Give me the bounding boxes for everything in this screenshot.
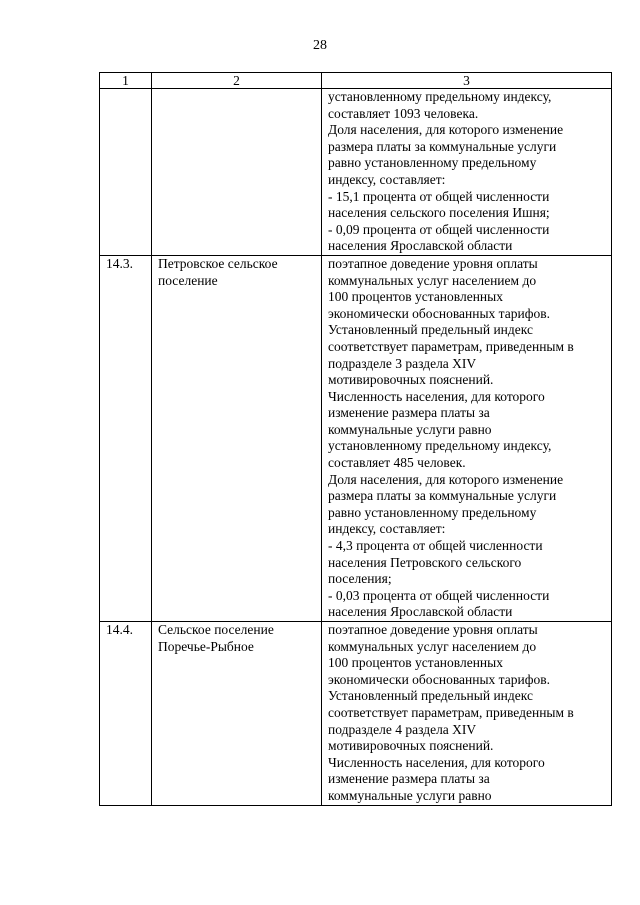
text-line: населения Ярославской области (328, 238, 513, 254)
text-line: Численность населения, для которого (328, 754, 545, 770)
text-line: составляет 485 человек. (328, 455, 466, 471)
settlement-name (152, 255, 322, 621)
text-line: экономически обоснованных тарифов. (328, 305, 550, 321)
text-line: 100 процентов установленных (328, 655, 503, 671)
text-line: соответствует параметрам, приведенным в (328, 704, 574, 720)
table-header-row (100, 73, 612, 89)
text-line: составляет 1093 человека. (328, 105, 479, 121)
text-line: Численность населения, для которого (328, 388, 545, 404)
text-line: мотивировочных пояснений. (328, 738, 494, 754)
text-line: Установленный предельный индекс (328, 688, 533, 704)
text-line: подразделе 3 раздела XIV (328, 355, 477, 371)
text-line: - 0,09 процента от общей численности (328, 221, 550, 237)
text-line: индексу, составляет: (328, 521, 446, 537)
text-line: поселения; (328, 571, 392, 587)
text-line: размера платы за коммунальные услуги (328, 488, 557, 504)
text-line: экономически обоснованных тарифов. (328, 671, 550, 687)
text-line: изменение размера платы за (328, 771, 490, 787)
text-line: равно установленному предельному (328, 155, 537, 171)
text-line: коммунальные услуги равно (328, 787, 492, 803)
text-line: коммунальных услуг населением до (328, 638, 537, 654)
text-line: населения сельского поселения Ишня; (328, 205, 550, 221)
text-line: индексу, составляет: (328, 171, 446, 187)
settlement-name (152, 89, 322, 256)
text-line: установленному предельному индексу, (328, 89, 552, 104)
row-number: 14.3. (100, 255, 152, 621)
name-line: Поречье-Рыбное (158, 638, 254, 654)
name-line: поселение (158, 272, 218, 288)
text-line: размера платы за коммунальные услуги (328, 138, 557, 154)
text-line: изменение размера платы за (328, 405, 490, 421)
text-line: поэтапное доведение уровня оплаты (328, 255, 538, 271)
text-line: - 4,3 процента от общей численности (328, 538, 543, 554)
column-header: 2 (152, 73, 322, 89)
row-description (322, 89, 612, 256)
text-line: равно установленному предельному (328, 504, 537, 520)
text-line: мотивировочных пояснений. (328, 372, 494, 388)
text-line: Доля населения, для которого изменение (328, 122, 564, 138)
name-line: Сельское поселение (158, 622, 274, 637)
document-table (99, 72, 612, 806)
text-line: Установленный предельный индекс (328, 322, 533, 338)
text-line: населения Петровского сельского (328, 554, 522, 570)
table-row (100, 622, 612, 806)
text-line: Доля населения, для которого изменение (328, 471, 564, 487)
text-line: 100 процентов установленных (328, 289, 503, 305)
row-description (322, 622, 612, 806)
table-row (100, 89, 612, 256)
row-description (322, 255, 612, 621)
text-line: коммунальных услуг населением до (328, 272, 537, 288)
text-line: населения Ярославской области (328, 604, 513, 620)
text-line: подразделе 4 раздела XIV (328, 721, 477, 737)
settlement-name (152, 622, 322, 806)
text-line: соответствует параметрам, приведенным в (328, 338, 574, 354)
text-line: поэтапное доведение уровня оплаты (328, 622, 538, 637)
page-number: 28 (313, 38, 327, 53)
table-row (100, 255, 612, 621)
row-number (100, 89, 152, 256)
text-line: коммунальные услуги равно (328, 421, 492, 437)
text-line: - 0,03 процента от общей численности (328, 587, 550, 603)
text-line: установленному предельному индексу, (328, 438, 552, 454)
text-line: - 15,1 процента от общей численности (328, 188, 550, 204)
row-number: 14.4. (100, 622, 152, 806)
column-header: 1 (100, 73, 152, 89)
column-header: 3 (322, 73, 612, 89)
name-line: Петровское сельское (158, 255, 278, 271)
